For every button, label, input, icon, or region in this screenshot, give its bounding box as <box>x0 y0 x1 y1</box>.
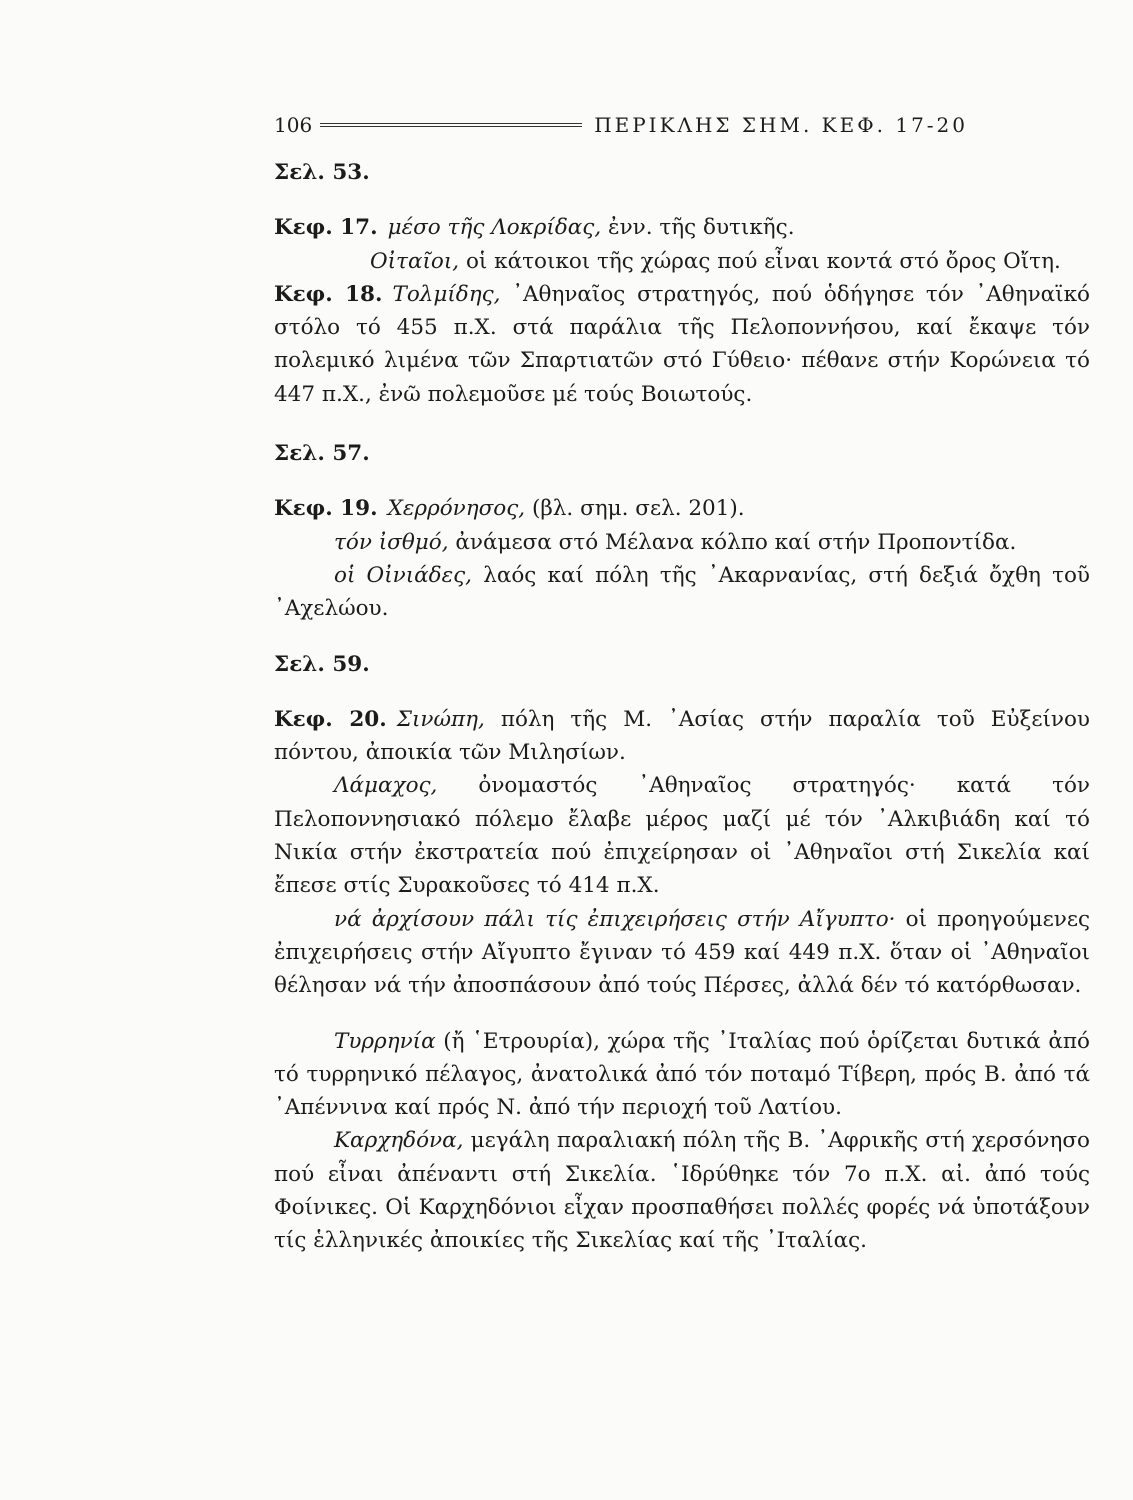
note-term: Τυρρηνία <box>334 1028 436 1054</box>
note-text: οἱ κάτοικοι τῆς χώρας πού εἶναι κοντά στό ὄρος Οἴτη. <box>465 248 1061 274</box>
note-text: πόλη τῆς Μ. ᾿Ασίας στήν παραλία τοῦ Εὐξείνου πόντου, ἀποικία τῶν Μιλησίων. <box>274 706 1091 766</box>
note-isthmos <box>274 526 1090 559</box>
section-heading-59: Σελ. 59. <box>274 651 370 677</box>
note-tyrrinia <box>274 1025 1090 1125</box>
note-text: ὀνομαστός ᾿Αθηναῖος στρατηγός· κατά τόν Πελοποννησιακό πόλεμο ἔλαβε μέρος μαζί μέ τόν ᾿Αλκιβιάδη καί τό Νικία στήν ἐκστρατεία πού ἐπιχείρησαν οἱ ᾿Αθηναῖοι στή Σικελία καί ἔπεσε στίς Συρακοῦσες τό 414 π.Χ. <box>274 773 1090 899</box>
section-heading-53: Σελ. 53. <box>274 160 370 185</box>
note-text: (ἤ ῾Ετρουρία), χώρα τῆς ᾿Ιταλίας πού ὁρίζεται δυτικά ἀπό τό τυρρηνικό πέλαγος, ἀνατολικά ἀπό τόν ποταμό Τίβερη, πρός Β. ἀπό τά ᾿Απέννινα καί πρός Ν. ἀπό τήν περιοχή τοῦ Λατίου. <box>274 1028 1090 1121</box>
section-heading-57: Σελ. 57. <box>274 441 370 467</box>
note-aigypto <box>274 903 1090 1003</box>
note-karchidona <box>274 1124 1090 1257</box>
chapter-label: Κεφ. 18. <box>274 281 383 307</box>
note-term: τόν ἰσθμό, <box>334 529 449 555</box>
chapter-label: Κεφ. 20. <box>274 706 387 732</box>
running-title: ΠΕΡΙΚΛΗΣ ΣΗΜ. ΚΕΦ. 17-20 <box>594 113 968 137</box>
note-term: μέσο τῆς Λοκρίδας, <box>387 215 602 241</box>
note-chapter-17 <box>274 211 1090 244</box>
note-term: Τολμίδης, <box>392 281 501 307</box>
note-term: Οἰταῖοι, <box>370 248 460 274</box>
notes-body <box>274 156 1090 1258</box>
note-lamachos <box>274 769 1090 902</box>
note-term: οἱ Οἰνιάδες, <box>334 562 472 588</box>
header-rule <box>320 123 582 127</box>
note-text: (βλ. σημ. σελ. 201). <box>531 496 745 522</box>
note-text: λαός καί πόλη τῆς ᾿Ακαρνανίας, στή δεξιά ὄχθη τοῦ ᾿Αχελώου. <box>274 562 1090 622</box>
note-chapter-19 <box>274 492 1090 525</box>
page-number: 106 <box>274 113 313 137</box>
note-chapter-20 <box>274 703 1090 770</box>
note-text: οἱ προηγούμενες ἐπιχειρήσεις στήν Αἴγυπτο ἔγιναν τό 459 καί 449 π.Χ. ὅταν οἱ ᾿Αθηναῖοι θέλησαν νά τήν ἀποσπάσουν ἀπό τούς Πέρσες, ἀλλά δέν τό κατόρθωσαν. <box>274 906 1091 999</box>
note-text: ᾿Αθηναῖος στρατηγός, πού ὁδήγησε τόν ᾿Αθηναϊκό στόλο τό 455 π.Χ. στά παράλια τῆς Πελοποννήσου, καί ἔκαψε τόν πολεμικό λιμένα τῶν Σπαρτιατῶν στό Γύθειο· πέθανε στήν Κορώνεια τό 447 π.Χ., ἐνῶ πολεμοῦσε μέ τούς Βοιωτούς. <box>274 281 1090 407</box>
note-term: Σινώπη, <box>396 706 485 732</box>
note-term: νά ἀρχίσουν πάλι τίς ἐπιχειρήσεις στήν Αἴγυπτο· <box>334 906 896 932</box>
note-text: ἐνν. τῆς δυτικῆς. <box>608 215 795 241</box>
note-term: Χερρόνησος, <box>387 496 526 522</box>
note-term: Λάμαχος, <box>334 773 438 799</box>
note-text: ἀνάμεσα στό Μέλανα κόλπο καί στήν Προποντίδα. <box>455 529 1017 555</box>
note-chapter-18 <box>274 278 1090 411</box>
note-oiniades <box>274 559 1090 626</box>
running-header <box>274 108 1090 142</box>
note-oitaioi <box>274 245 1090 278</box>
note-term: Καρχηδόνα, <box>334 1128 464 1154</box>
note-text: μεγάλη παραλιακή πόλη τῆς Β. ᾿Αφρικῆς στή χερσόνησο πού εἶναι ἀπέναντι στή Σικελία. ῾Ιδρύθηκε τόν 7ο π.Χ. αἰ. ἀπό τούς Φοίνικες. Οἱ Καρχηδόνιοι εἶχαν προσπαθήσει πολλές φορές νά ὑποτάξουν τίς ἑλληνικές ἀποικίες τῆς Σικελίας καί τῆς ᾿Ιταλίας. <box>274 1128 1090 1254</box>
chapter-label: Κεφ. 17. <box>274 215 378 241</box>
chapter-label: Κεφ. 19. <box>274 496 378 522</box>
